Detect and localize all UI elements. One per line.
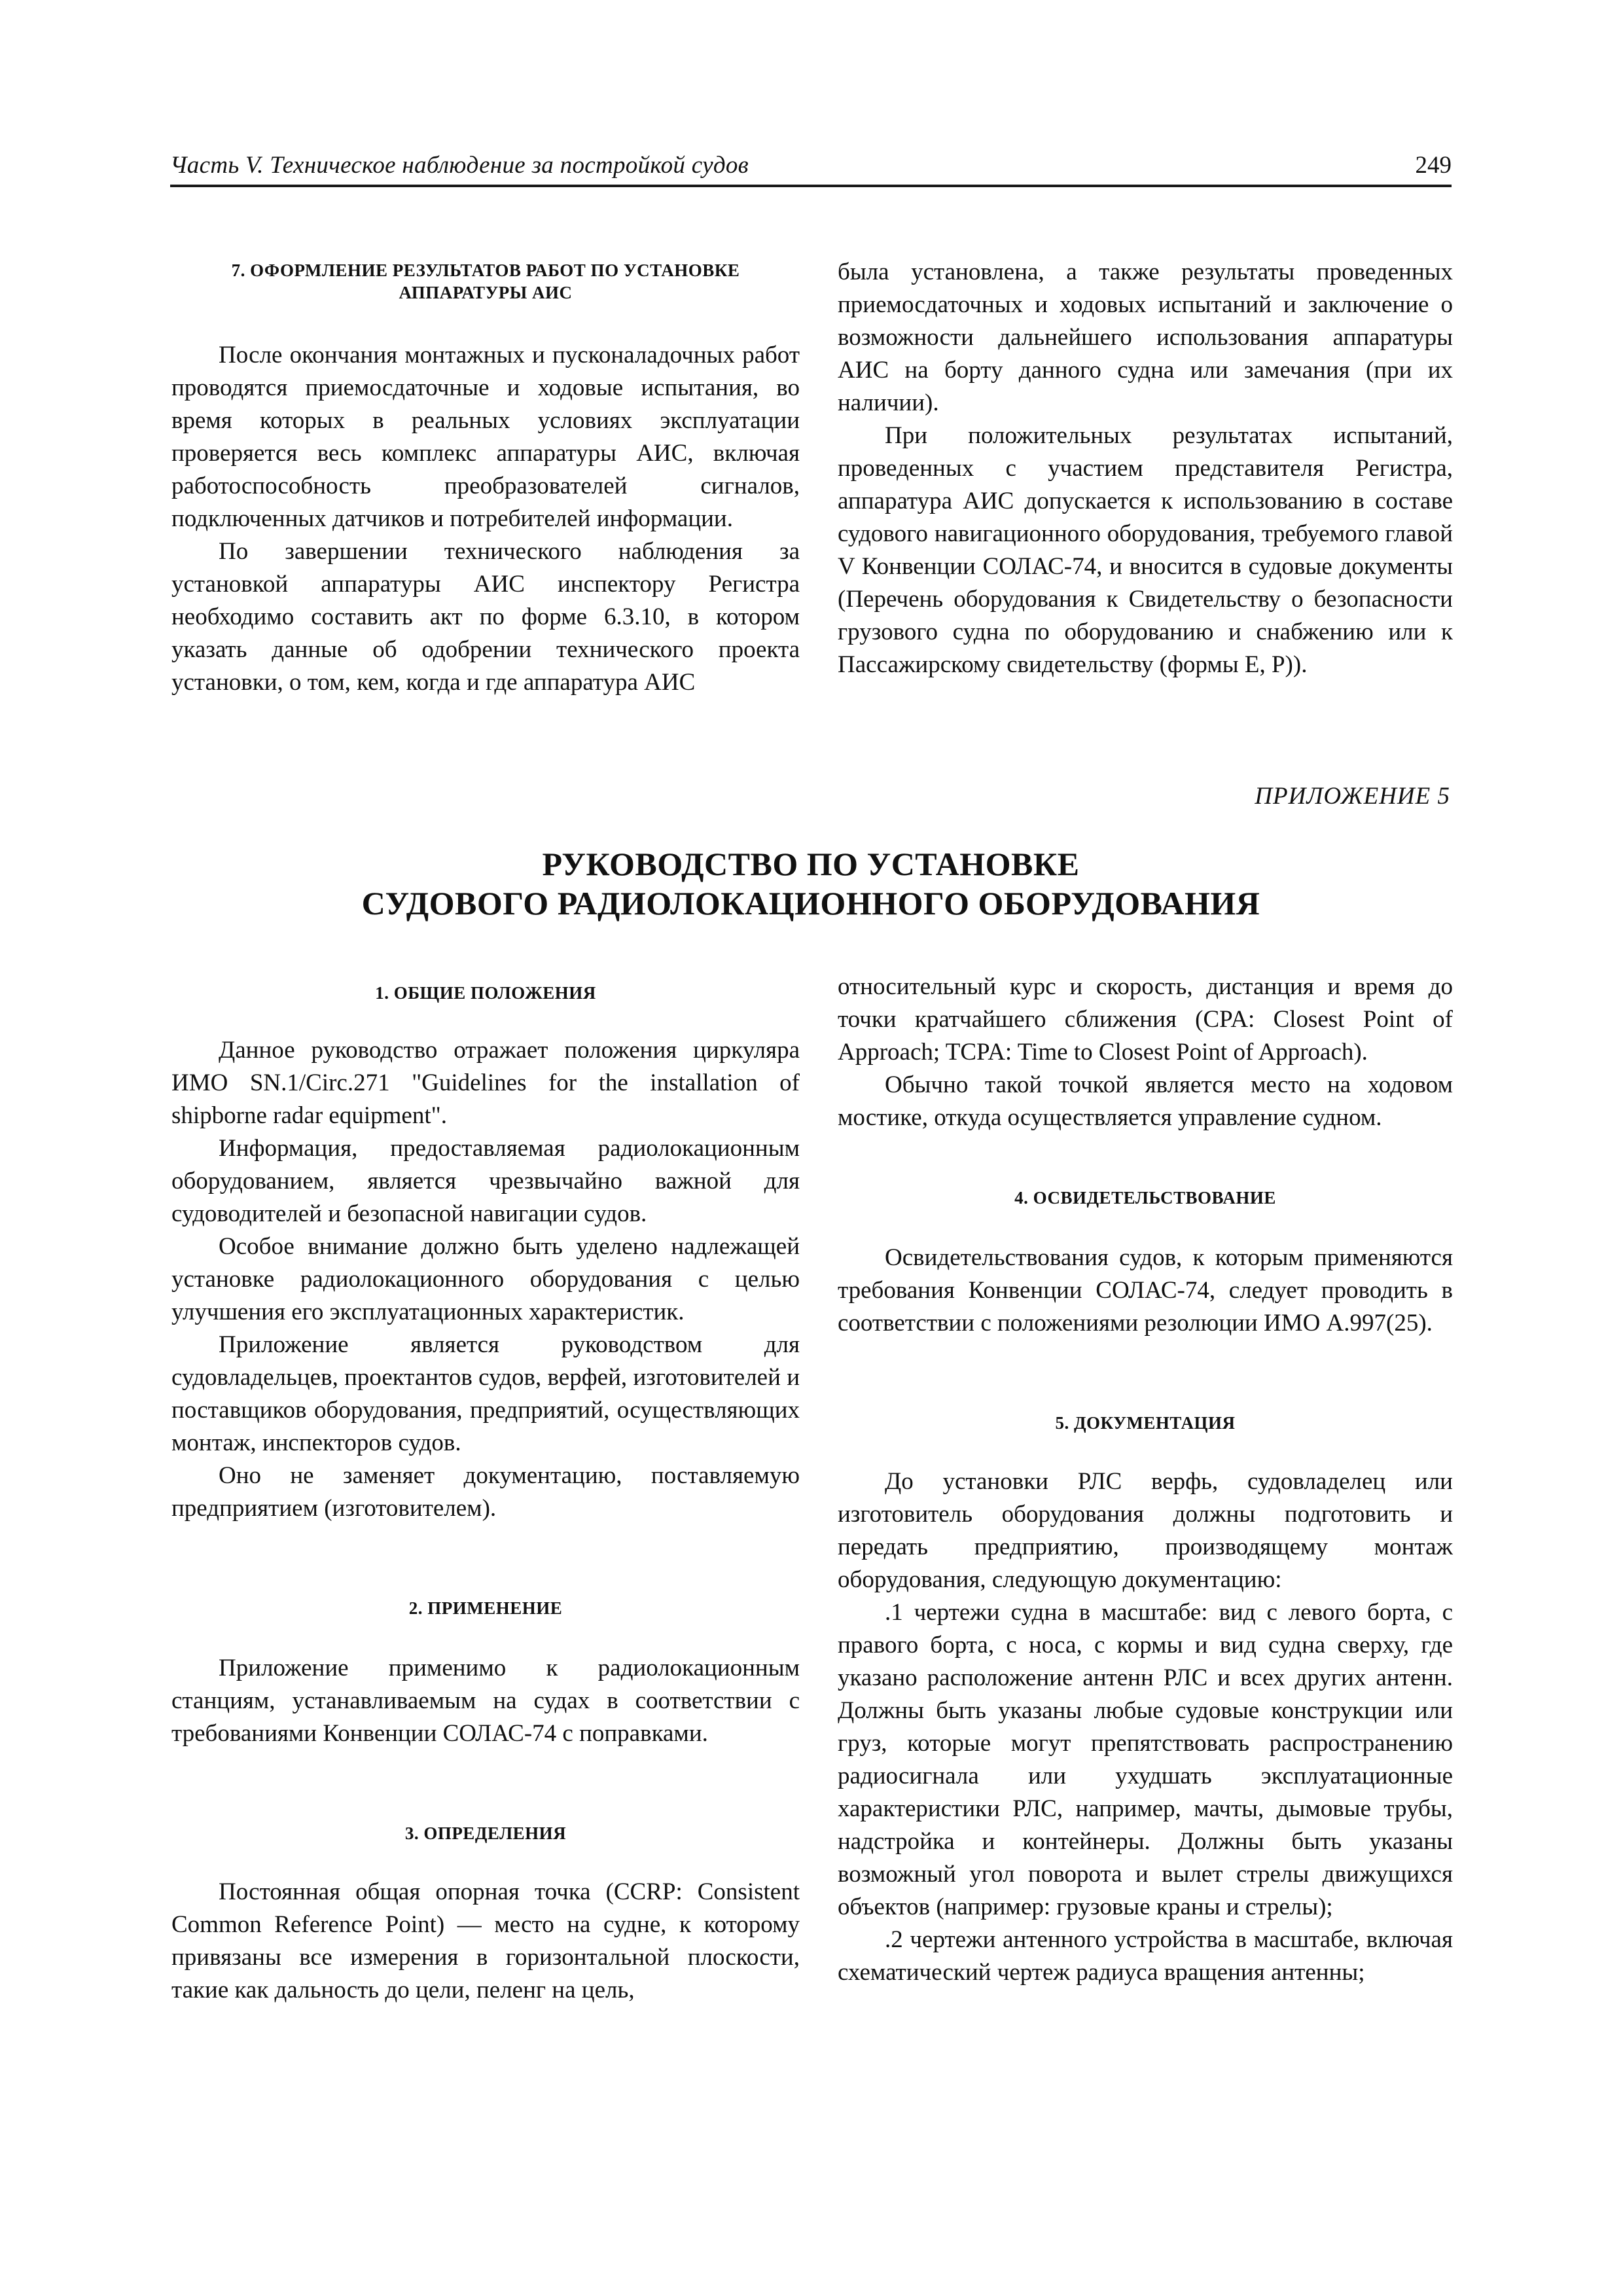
section-5-title: 5. ДОКУМЕНТАЦИЯ — [1055, 1413, 1236, 1433]
top-left-column — [171, 259, 800, 699]
paragraph: Оно не заменяет документацию, поставляемую предприятием (изготовителем). — [171, 1462, 800, 1522]
bottom-right-column — [838, 971, 1453, 1989]
section-2-title: 2. ПРИМЕНЕНИЕ — [408, 1598, 563, 1618]
running-header — [170, 145, 1452, 187]
paragraph: После окончания монтажных и пусконаладочных работ проводятся приемосдаточные и ходовые испытания, во время которых в реальных условиях эксплуатации проверяется весь комплекс аппаратуры АИС, включая работоспособность преобразователей сигналов, подключенных датчиков и потребителей информации. — [171, 342, 800, 532]
appendix-label: ПРИЛОЖЕНИЕ 5 — [1255, 783, 1450, 810]
paragraph: Информация, предоставляемая радиолокационным оборудованием, является чрезвычайно важной для судоводителей и безопасной навигации судов. — [171, 1135, 800, 1227]
paragraph: относительный курс и скорость, дистанция и время до точки кратчайшего сближения (CPA: Closest Point of Approach; TCPA: Time to Closest Point of Approach). — [838, 973, 1453, 1066]
paragraph: При положительных результатах испытаний, проведенных с участием представителя Регистра, аппаратура АИС допускается к использованию в составе судового навигационного оборудования, требуемого главой V Конвенции СОЛАС-74, и вносится в судовые документы (Перечень оборудования к Свидетельству о безопасности грузового судна по оборудованию и снабжению или к Пассажирскому свидетельству (формы Е, Р)). — [838, 422, 1453, 678]
list-item: .1 чертежи судна в масштабе: вид с левого борта, с правого борта, с носа, с кормы и вид судна сверху, где указано расположение антенн РЛС и всех других антенн. Должны быть указаны любые судовые конструкции или груз, которые могут препятствовать распространению радиосигнала или ухудшать эксплуатационные характеристики РЛС, например, мачты, дымовые трубы, надстройка и контейнеры. Должны быть указаны возможный угол поворота и вылет стрелы движущихся объектов (например: грузовые краны и стрелы); — [838, 1599, 1453, 1920]
bottom-left-column — [171, 982, 800, 2007]
paragraph: Данное руководство отражает положения циркуляра ИМО SN.1/Circ.271 "Guidelines for the installation of shipborne radar equipment". — [171, 1037, 800, 1129]
paragraph: До установки РЛС верфь, судовладелец или изготовитель оборудования должны подготовить и передать предприятию, производящему монтаж оборудования, следующую документацию: — [838, 1468, 1453, 1593]
section-1-title: 1. ОБЩИЕ ПОЛОЖЕНИЯ — [375, 983, 596, 1003]
paragraph: Особое внимание должно быть уделено надлежащей установке радиолокационного оборудования с целью улучшения его эксплуатационных характеристик. — [171, 1233, 800, 1325]
document-title-line-2: СУДОВОГО РАДИОЛОКАЦИОННОГО ОБОРУДОВАНИЯ — [361, 885, 1260, 922]
document-title-line-1: РУКОВОДСТВО ПО УСТАНОВКЕ — [542, 846, 1080, 882]
paragraph: Постоянная общая опорная точка (CCRP: Consistent Common Reference Point) — место на судне, к которому привязаны все измерения в горизонтальной плоскости, такие как дальность до цели, пеленг на цель, — [171, 1878, 800, 2003]
list-item: .2 чертежи антенного устройства в масштабе, включая схематический чертеж радиуса вращения антенны; — [838, 1926, 1453, 1986]
paragraph: Приложение является руководством для судовладельцев, проектантов судов, верфей, изготовителей и поставщиков оборудования, предприятий, осуществляющих монтаж, инспекторов судов. — [171, 1331, 800, 1456]
paragraph: Обычно такой точкой является место на ходовом мостике, откуда осуществляется управление судном. — [838, 1071, 1453, 1131]
paragraph: Приложение применимо к радиолокационным станциям, устанавливаемым на судах в соответствии с требованиями Конвенции СОЛАС-74 с поправками. — [171, 1655, 800, 1747]
section-4-title: 4. ОСВИДЕТЕЛЬСТВОВАНИЕ — [1014, 1188, 1276, 1208]
section-3-title: 3. ОПРЕДЕЛЕНИЯ — [404, 1823, 567, 1843]
document-title — [170, 844, 1452, 923]
paragraph: была установлена, а также результаты проведенных приемосдаточных и ходовых испытаний и заключение о возможности дальнейшего использования аппаратуры АИС на борту данного судна или замечания (при их наличии). — [838, 259, 1453, 416]
page-number: 249 — [1415, 152, 1452, 179]
section-7-title-line-1: 7. ОФОРМЛЕНИЕ РЕЗУЛЬТАТОВ РАБОТ ПО УСТАНОВКЕ — [231, 260, 740, 280]
running-title: Часть V. Техническое наблюдение за постройкой судов — [170, 152, 749, 179]
paragraph: По завершении технического наблюдения за установкой аппаратуры АИС инспектору Регистра необходимо составить акт по форме 6.3.10, в котором указать данные об одобрении технического проекта установки, о том, кем, когда и где аппаратура АИС — [171, 538, 800, 696]
section-7-title-line-2: АППАРАТУРЫ АИС — [399, 283, 573, 302]
paragraph: Освидетельствования судов, к которым применяются требования Конвенции СОЛАС-74, следует проводить в соответствии с положениями резолюции ИМО А.997(25). — [838, 1244, 1453, 1336]
top-right-column — [838, 256, 1453, 681]
